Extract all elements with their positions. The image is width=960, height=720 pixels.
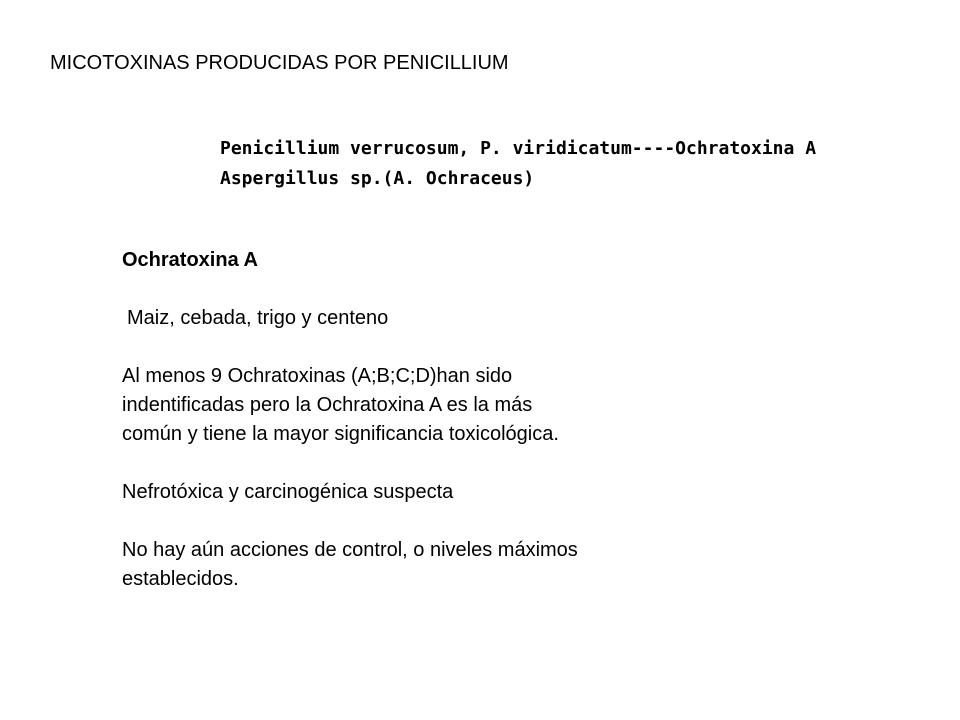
paragraph-toxicity: Nefrotóxica y carcinogénica suspecta	[122, 481, 454, 503]
paragraph-identified-ochratoxins: Al menos 9 Ochratoxinas (A;B;C;D)han sido indentificadas pero la Ochratoxina A es la más común y tiene la mayor significancia toxicológica.	[122, 365, 559, 445]
species-line-aspergillus: Aspergillus sp.(A. Ochraceus)	[220, 168, 535, 189]
content-body	[122, 246, 592, 594]
section-heading: Ochratoxina A	[122, 249, 258, 271]
slide-title: MICOTOXINAS PRODUCIDAS POR PENICILLIUM	[50, 52, 509, 74]
species-block	[220, 134, 816, 194]
species-line-penicillium: Penicillium verrucosum, P. viridicatum----Ochratoxina A	[220, 138, 817, 159]
crops-text: Maiz, cebada, trigo y centeno	[127, 307, 389, 329]
paragraph-control-actions: No hay aún acciones de control, o niveles máximos establecidos.	[122, 539, 578, 590]
